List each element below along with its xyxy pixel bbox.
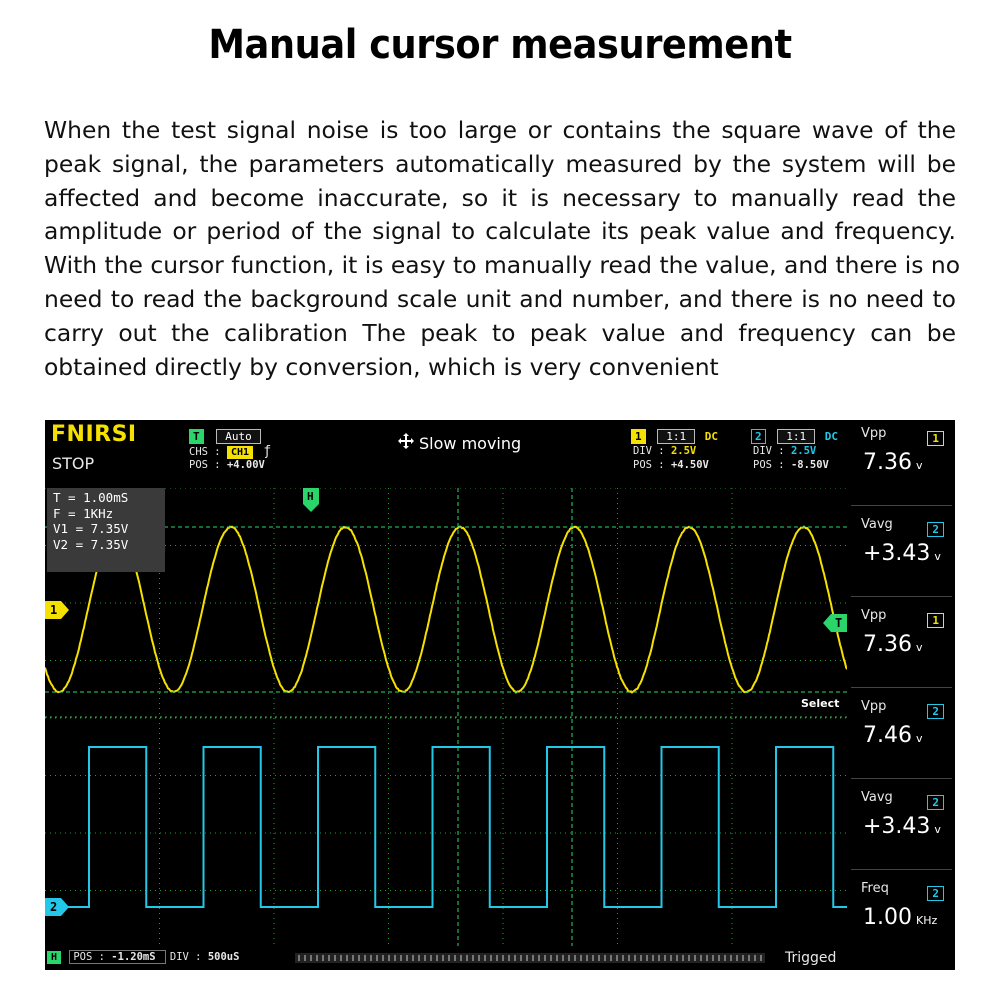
measurement-channel: 2 bbox=[927, 704, 944, 719]
select-label[interactable]: Select bbox=[801, 697, 840, 710]
scrollbar-tick bbox=[358, 955, 360, 961]
scrollbar-tick bbox=[736, 955, 738, 961]
scrollbar-tick bbox=[352, 955, 354, 961]
scrollbar-tick bbox=[592, 955, 594, 961]
scrollbar-tick bbox=[496, 955, 498, 961]
trigger-chs-value: CH1 bbox=[227, 446, 253, 459]
measurement-name: Vpp bbox=[861, 426, 887, 441]
scrollbar-tick bbox=[490, 955, 492, 961]
ch1-badge: 1 bbox=[631, 429, 646, 444]
scrollbar-tick bbox=[484, 955, 486, 961]
page-title: Manual cursor measurement bbox=[208, 22, 792, 68]
ch1-marker-label: 1 bbox=[50, 603, 58, 617]
scrollbar-tick bbox=[460, 955, 462, 961]
scrollbar-tick bbox=[664, 955, 666, 961]
measurement-panel bbox=[848, 420, 955, 970]
timebase-pos-label: POS : bbox=[73, 951, 105, 963]
scrollbar-tick bbox=[394, 955, 396, 961]
description-line: When the test signal noise is too large or contains the square wave of the bbox=[44, 116, 956, 144]
run-state[interactable]: STOP bbox=[52, 454, 95, 473]
timebase-div-value: 500uS bbox=[207, 951, 240, 963]
scrollbar-tick bbox=[544, 955, 546, 961]
timebase-div-label: DIV : bbox=[169, 951, 202, 963]
scrollbar-tick bbox=[694, 955, 696, 961]
measurement-channel: 2 bbox=[927, 522, 944, 537]
readout-freq: F = 1KHz bbox=[53, 505, 114, 521]
readout-v1: V1 = 7.35V bbox=[53, 521, 129, 536]
scrollbar-tick bbox=[562, 955, 564, 961]
scrollbar-tick bbox=[382, 955, 384, 961]
measurement-value: +3.43 bbox=[863, 814, 931, 839]
scrollbar-tick bbox=[388, 955, 390, 961]
measurement-channel: 2 bbox=[927, 886, 944, 901]
trigger-pos-label: POS : bbox=[189, 459, 221, 471]
scrollbar-tick bbox=[712, 955, 714, 961]
rising-edge-icon: ƒ bbox=[263, 444, 272, 459]
scrollbar-tick bbox=[340, 955, 342, 961]
ch2-div-label: DIV : bbox=[753, 445, 785, 457]
scrollbar-tick bbox=[430, 955, 432, 961]
scrollbar-tick bbox=[598, 955, 600, 961]
timebase-badge: H bbox=[47, 951, 61, 964]
scrollbar-tick bbox=[586, 955, 588, 961]
trigger-pos-value: +4.00V bbox=[226, 459, 265, 471]
scrollbar-tick bbox=[370, 955, 372, 961]
trigger-section[interactable] bbox=[189, 425, 261, 444]
trigger-badge: T bbox=[189, 429, 204, 444]
scrollbar-tick bbox=[754, 955, 756, 961]
measurement-channel: 1 bbox=[927, 613, 944, 628]
scrollbar-tick bbox=[346, 955, 348, 961]
measurement-channel: 2 bbox=[927, 795, 944, 810]
ch2-coupling: DC bbox=[824, 430, 839, 443]
scrollbar-tick bbox=[700, 955, 702, 961]
scrollbar-tick bbox=[676, 955, 678, 961]
h-marker-label: H bbox=[307, 490, 314, 503]
measurement-value: +3.43 bbox=[863, 541, 931, 566]
scrollbar-tick bbox=[478, 955, 480, 961]
ch1-pos-label: POS : bbox=[633, 459, 665, 471]
measurement-unit: KHz bbox=[915, 914, 938, 927]
grid bbox=[45, 488, 847, 946]
description-line: peak signal, the parameters automatically measured by the system will be bbox=[44, 149, 956, 178]
memory-scrollbar[interactable] bbox=[295, 953, 765, 963]
scrollbar-tick bbox=[550, 955, 552, 961]
trigger-chs bbox=[189, 445, 271, 459]
scrollbar-tick bbox=[760, 955, 762, 961]
measurement-unit: v bbox=[915, 459, 923, 472]
measurement-name: Vavg bbox=[861, 790, 893, 805]
measurement-value: 7.36 bbox=[863, 450, 912, 475]
top-status-bar bbox=[45, 420, 847, 488]
scrollbar-tick bbox=[418, 955, 420, 961]
scrollbar-tick bbox=[610, 955, 612, 961]
scrollbar-tick bbox=[646, 955, 648, 961]
scrollbar-tick bbox=[616, 955, 618, 961]
scrollbar-tick bbox=[580, 955, 582, 961]
waveform-area bbox=[45, 420, 847, 970]
measurement-cell[interactable] bbox=[851, 420, 952, 506]
description-line: need to read the background scale unit and number, and there is no need to bbox=[44, 284, 956, 313]
scrollbar-tick bbox=[298, 955, 300, 961]
trigger-mode[interactable]: Auto bbox=[216, 429, 261, 444]
ch2-pos bbox=[753, 459, 829, 472]
ch2-header[interactable] bbox=[751, 425, 838, 444]
ch2-marker-label: 2 bbox=[50, 900, 58, 914]
measurement-value: 7.46 bbox=[863, 723, 912, 748]
scrollbar-tick bbox=[412, 955, 414, 961]
scrollbar-tick bbox=[376, 955, 378, 961]
measurement-cell[interactable] bbox=[851, 602, 952, 688]
scrollbar-tick bbox=[688, 955, 690, 961]
description-line: With the cursor function, it is easy to manually read the value, and there is no bbox=[44, 251, 961, 280]
description-line: carry out the calibration The peak to peak value and frequency can be bbox=[44, 318, 956, 347]
scrollbar-tick bbox=[574, 955, 576, 961]
description-line: obtained directly by conversion, which is very convenient bbox=[44, 352, 719, 381]
ch2-ratio: 1:1 bbox=[777, 429, 815, 444]
scrollbar-tick bbox=[682, 955, 684, 961]
scrollbar-tick bbox=[724, 955, 726, 961]
cursor-readout bbox=[47, 488, 165, 572]
timebase-info[interactable] bbox=[47, 951, 239, 964]
move-cross-icon bbox=[397, 432, 415, 454]
description-line: affected and become inaccurate, so it is necessary to manually read the bbox=[44, 183, 956, 212]
measurement-name: Vpp bbox=[861, 608, 887, 623]
scrollbar-tick bbox=[634, 955, 636, 961]
scrollbar-tick bbox=[520, 955, 522, 961]
scrollbar-tick bbox=[568, 955, 570, 961]
scrollbar-tick bbox=[424, 955, 426, 961]
readout-v2: V2 = 7.35V bbox=[53, 536, 129, 552]
ch1-coupling: DC bbox=[704, 430, 719, 443]
measurement-value: 1.00 bbox=[863, 905, 912, 930]
scrollbar-tick bbox=[466, 955, 468, 961]
scrollbar-tick bbox=[502, 955, 504, 961]
scrollbar-tick bbox=[556, 955, 558, 961]
ch2-div-value: 2.5V bbox=[790, 445, 817, 457]
scrollbar-tick bbox=[328, 955, 330, 961]
scrollbar-tick bbox=[316, 955, 318, 961]
scrollbar-tick bbox=[730, 955, 732, 961]
measurement-cell[interactable] bbox=[851, 875, 952, 961]
ch1-div-value: 2.5V bbox=[670, 445, 697, 457]
trigger-chs-label: CHS : bbox=[189, 446, 221, 458]
scrollbar-tick bbox=[538, 955, 540, 961]
scrollbar-tick bbox=[748, 955, 750, 961]
ch2-square-wave bbox=[45, 747, 847, 907]
scrollbar-tick bbox=[472, 955, 474, 961]
ch1-sine-wave bbox=[45, 527, 847, 693]
scrollbar-tick bbox=[442, 955, 444, 961]
scrollbar-tick bbox=[436, 955, 438, 961]
measurement-name: Vavg bbox=[861, 517, 893, 532]
scrollbar-tick bbox=[400, 955, 402, 961]
scrollbar-tick bbox=[628, 955, 630, 961]
scrollbar-tick bbox=[670, 955, 672, 961]
ch2-pos-value: -8.50V bbox=[790, 459, 829, 471]
scrollbar-tick bbox=[718, 955, 720, 961]
scrollbar-tick bbox=[658, 955, 660, 961]
scrollbar-tick bbox=[304, 955, 306, 961]
ch1-div bbox=[633, 445, 696, 458]
measurement-cell[interactable] bbox=[851, 511, 952, 597]
scrollbar-tick bbox=[448, 955, 450, 961]
scrollbar-tick bbox=[604, 955, 606, 961]
bottom-status-bar bbox=[45, 946, 847, 970]
measurement-cell[interactable] bbox=[851, 693, 952, 779]
trigger-marker-label: T bbox=[835, 616, 843, 630]
mode-text[interactable]: Slow moving bbox=[419, 434, 522, 453]
ch2-pos-label: POS : bbox=[753, 459, 785, 471]
measurement-channel: 1 bbox=[927, 431, 944, 446]
description-line: amplitude or period of the signal to calculate its peak value and frequency. bbox=[44, 217, 956, 246]
ch1-pos-value: +4.50V bbox=[670, 459, 709, 471]
oscilloscope-screen bbox=[45, 420, 955, 970]
ch1-header[interactable] bbox=[631, 425, 718, 444]
ch1-pos bbox=[633, 459, 709, 472]
scrollbar-tick bbox=[652, 955, 654, 961]
brand-logo: FNIRSI bbox=[51, 422, 137, 447]
trigger-status: Trigged bbox=[785, 950, 837, 966]
description bbox=[44, 114, 961, 384]
scrollbar-tick bbox=[742, 955, 744, 961]
scrollbar-tick bbox=[406, 955, 408, 961]
timebase-pos-value: -1.20mS bbox=[111, 951, 156, 963]
measurement-name: Vpp bbox=[861, 699, 887, 714]
readout-time: T = 1.00mS bbox=[53, 490, 129, 505]
measurement-unit: v bbox=[915, 732, 923, 745]
measurement-value: 7.36 bbox=[863, 632, 912, 657]
ch2-div bbox=[753, 445, 816, 458]
measurement-cell[interactable] bbox=[851, 784, 952, 870]
ch1-div-label: DIV : bbox=[633, 445, 665, 457]
measurement-name: Freq bbox=[861, 881, 889, 896]
scrollbar-tick bbox=[526, 955, 528, 961]
measurement-unit: v bbox=[915, 641, 923, 654]
ch2-badge: 2 bbox=[751, 429, 766, 444]
scrollbar-tick bbox=[532, 955, 534, 961]
scrollbar-tick bbox=[310, 955, 312, 961]
scrollbar-tick bbox=[364, 955, 366, 961]
scrollbar-tick bbox=[622, 955, 624, 961]
scrollbar-tick bbox=[514, 955, 516, 961]
scrollbar-tick bbox=[322, 955, 324, 961]
scrollbar-tick bbox=[454, 955, 456, 961]
scrollbar-tick bbox=[334, 955, 336, 961]
measurement-unit: v bbox=[934, 823, 941, 836]
trigger-pos bbox=[189, 459, 265, 472]
scrollbar-tick bbox=[706, 955, 708, 961]
measurement-unit: v bbox=[934, 550, 941, 563]
ch1-ratio: 1:1 bbox=[657, 429, 695, 444]
scrollbar-tick bbox=[508, 955, 510, 961]
scrollbar-tick bbox=[640, 955, 642, 961]
